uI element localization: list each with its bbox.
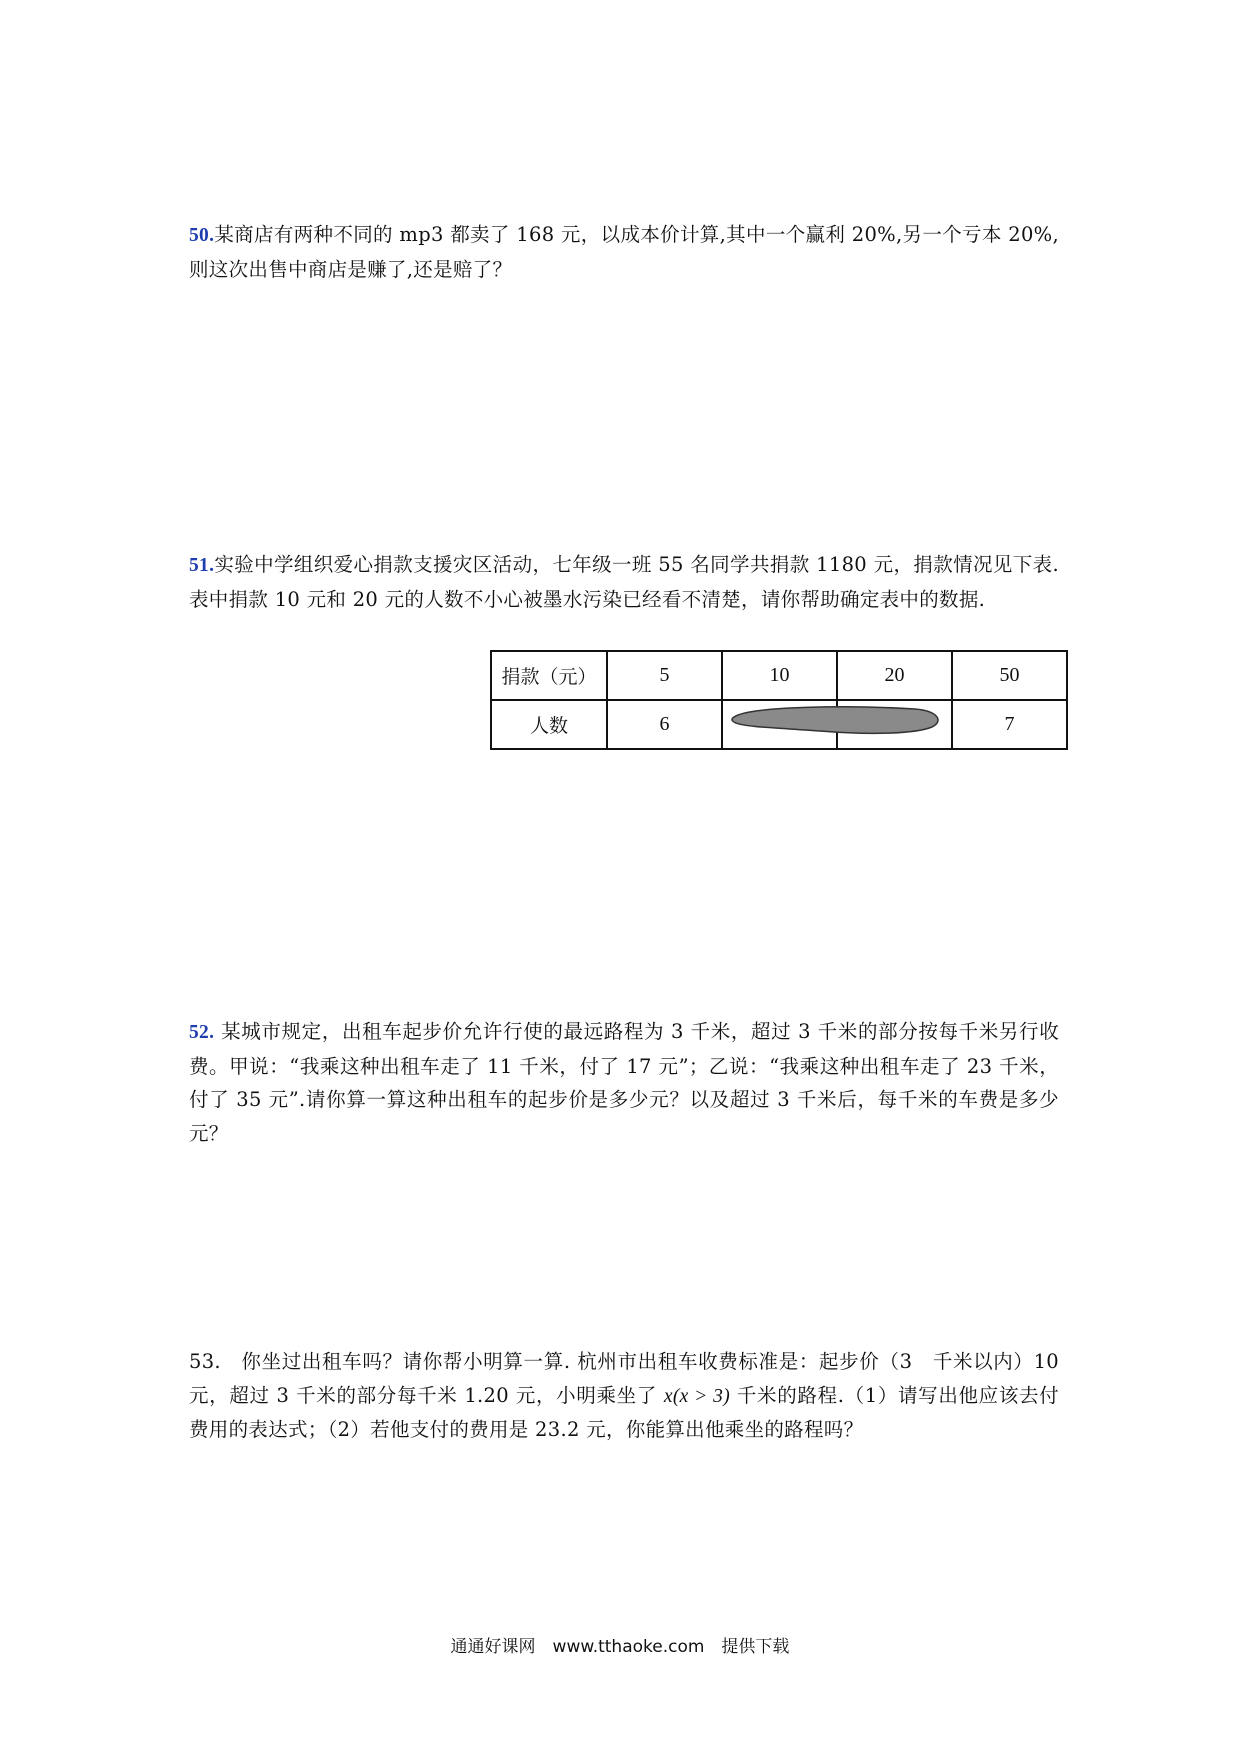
- table-row-amount: [491, 651, 1067, 700]
- table-header-amount: 捐款（元）: [491, 651, 607, 700]
- question-text: 你坐过出租车吗？请你帮小明算一算. 杭州市出租车收费标准是：起步价（3 千米以内）10 元，超过 3 千米的部分每千米 1.20 元，小明乘坐了: [189, 1350, 1059, 1407]
- question-number: 52.: [189, 1022, 215, 1043]
- table-cell: 6: [607, 700, 722, 749]
- table-header-count: 人数: [491, 700, 607, 749]
- table-cell: 7: [952, 700, 1067, 749]
- question-50: [189, 218, 1059, 286]
- question-text: 实验中学组织爱心捐款支援灾区活动，七年级一班 55 名同学共捐款 1180 元，捐款情况见下表. 表中捐款 10 元和 20 元的人数不小心被墨水污染已经看不清楚，请你帮助确定表中的数据.: [189, 553, 1059, 611]
- table-cell: 10: [722, 651, 837, 700]
- table-cell: 50: [952, 651, 1067, 700]
- question-text: 千米的路程.（1）请写出他应该去付费用的表达式；（2）若他支付的费用是 23.2 元，你能算出他乘坐的路程吗？: [189, 1383, 1059, 1441]
- ink-blot: [730, 703, 945, 739]
- question-53: [189, 1345, 1059, 1447]
- question-number: 50.: [189, 225, 215, 246]
- question-number: 51.: [189, 555, 215, 576]
- question-number: 53.: [189, 1350, 221, 1373]
- question-51: [189, 548, 1059, 616]
- table-cell: 20: [837, 651, 952, 700]
- question-text: 某城市规定，出租车起步价允许行使的最远路程为 3 千米，超过 3 千米的部分按每千米另行收费。甲说：“我乘这种出租车走了 11 千米，付了 17 元”；乙说：“我乘这种出租车走了 23 千米，付了 35 元”.请你算一算这种出租车的起步价是多少元？以及超过 3 千米后，每千米的车费是多少元？: [189, 1020, 1059, 1145]
- question-52: [189, 1015, 1059, 1150]
- math-expression: x(x > 3): [663, 1385, 730, 1407]
- question-text: 某商店有两种不同的 mp3 都卖了 168 元，以成本价计算,其中一个赢利 20%,另一个亏本 20%,则这次出售中商店是赚了,还是赔了？: [189, 223, 1059, 281]
- page-footer: 通通好课网 www.tthaoke.com 提供下载: [450, 1637, 790, 1657]
- table-cell: 5: [607, 651, 722, 700]
